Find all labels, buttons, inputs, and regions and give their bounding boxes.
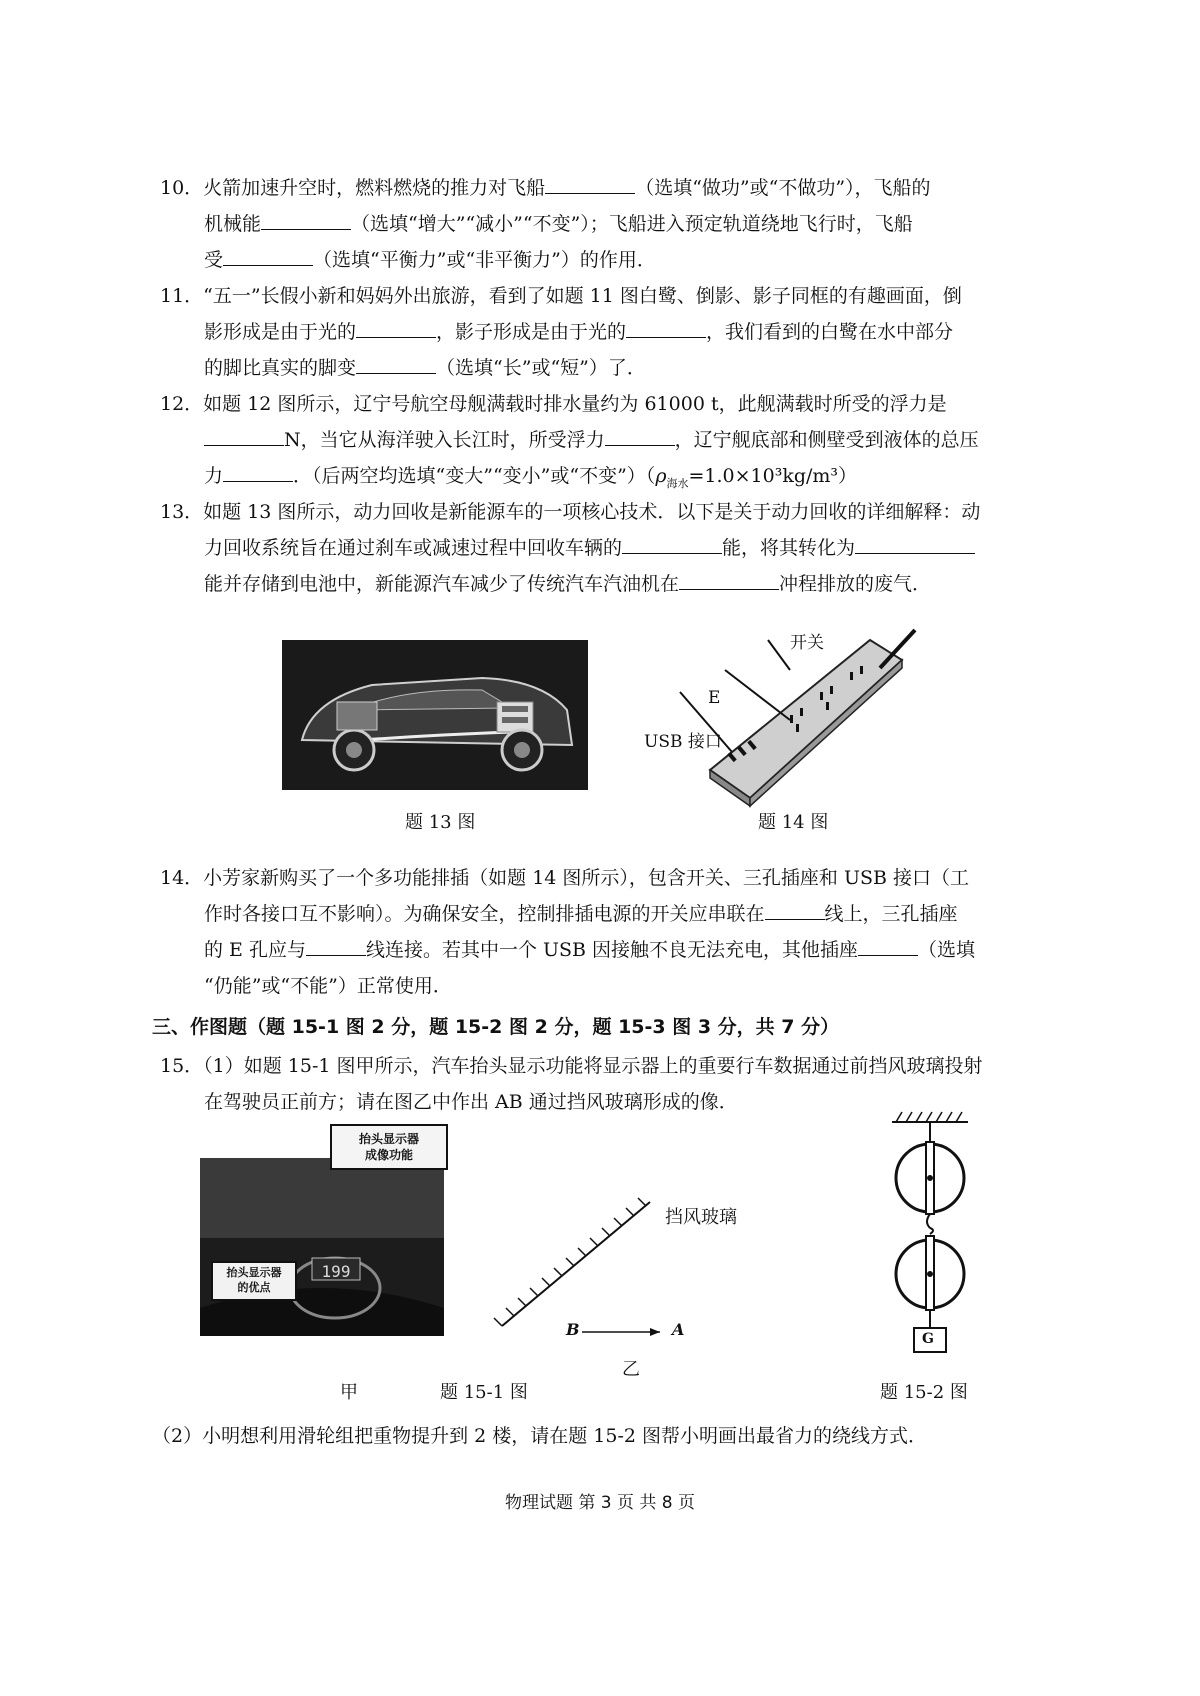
windshield-diagram [490,1190,690,1340]
figure-jia-label: 甲 [340,1382,358,1403]
figure-15-1-caption: 题 15-1 图 [440,1382,528,1403]
e-hole-label: E [708,688,721,708]
point-a-label: A [672,1320,685,1339]
usb-label: USB 接口 [644,732,722,752]
question-15-part-2: （2）小明想利用滑轮组把重物提升到 2 楼，请在题 15-2 图帮小明画出最省力的绕线方式． [152,1425,928,1447]
figure-15-1-photo [200,1158,444,1336]
answer-blank[interactable] [855,535,975,554]
answer-blank[interactable] [545,175,635,194]
figure-15-2-caption: 题 15-2 图 [880,1382,968,1403]
windshield-label: 挡风玻璃 [665,1207,737,1228]
section-3-heading: 三、作图题（题 15-1 图 2 分，题 15-2 图 2 分，题 15-3 图 3 分，共 7 分） [152,1016,840,1038]
answer-blank[interactable] [679,571,779,590]
answer-blank[interactable] [223,463,293,482]
hud-banner-bottom: 抬头显示器 的优点 [226,1266,282,1294]
question-15: 15．（1）如题 15-1 图甲所示，汽车抬头显示功能将显示器上的重要行车数据通过前挡风玻璃投射 在驾驶员正前方；请在图乙中作出 AB 通过挡风玻璃形成的像． [160,1055,983,1113]
figure-yi-label: 乙 [622,1359,640,1380]
answer-blank[interactable] [223,247,313,266]
answer-blank[interactable] [765,901,825,920]
answer-blank[interactable] [204,427,284,446]
figure-14-power-strip [640,620,920,810]
answer-blank[interactable] [356,319,436,338]
question-13: 13．如题 13 图所示，动力回收是新能源车的一项核心技术．以下是关于动力回收的详细解释：动 力回收系统旨在通过刹车或减速过程中回收车辆的 能，将其转化为 能并存储到电池中，新能源汽车减少了传统汽车汽油机在 冲程排放的废气． [160,501,981,595]
answer-blank[interactable] [306,937,366,956]
hud-speed-readout: 199 [321,1262,351,1281]
figure-13-car-photo [282,640,588,790]
e-pointer [725,670,790,720]
windshield-hatching [494,1198,646,1326]
answer-blank[interactable] [622,535,722,554]
question-14: 14．小芳家新购买了一个多功能排插（如题 14 图所示），包含开关、三孔插座和 USB 接口（工 作时各接口互不影响）。为确保安全，控制排插电源的开关应串联在 线上，三孔插座 的 E 孔应与 线连接。若其中一个 USB 因接触不良无法充电，其他插座 （选填 “仍能”或“不能”）正常使用． [160,867,976,997]
figure-13-caption: 题 13 图 [405,812,476,833]
windshield-line [502,1202,650,1326]
answer-blank[interactable] [626,319,706,338]
answer-blank[interactable] [858,937,918,956]
answer-blank[interactable] [605,427,675,446]
hud-photo [200,1158,444,1336]
weight-label: G [922,1331,934,1347]
switch-pointer [768,640,790,670]
q10-line1: 10．火箭加速升空时，燃料燃烧的推力对飞船 [160,177,546,199]
page-footer: 物理试题 第 3 页 共 8 页 [504,1493,696,1513]
answer-blank[interactable] [261,211,351,230]
switch-label: 开关 [790,633,824,653]
figure-14-caption: 题 14 图 [758,812,829,833]
point-b-label: B [566,1320,580,1339]
car-illustration [282,640,588,790]
question-11: 11．“五一”长假小新和妈妈外出旅游，看到了如题 11 图白鹭、倒影、影子同框的有趣画面，倒 影形成是由于光的 ，影子形成是由于光的 ，我们看到的白鹭在水中部分 的脚比真实的脚变 （选填“长”或“短”）了． [160,285,962,379]
answer-blank[interactable] [356,355,436,374]
question-12: 12．如题 12 图所示，辽宁号航空母舰满载时排水量约为 61000 t，此舰满载时所受的浮力是 N，当它从海洋驶入长江时，所受浮力 ，辽宁舰底部和侧壁受到液体的总压 力 ．（后两空均选填“变大”“变小”或“不变$”)(\rho_{海水}=1.0\times 10^3kg/m^3)$ [160,393,979,490]
question-10: 10．火箭加速升空时，燃料燃烧的推力对飞船 （选填“做功”或“不做功”），飞船的 机械能 （选填“增大”“减小”“不变”）；飞船进入预定轨道绕地飞行时，飞船 受 （选填“平衡力”或“非平衡力”）的作用． [160,177,931,271]
hud-banner-top: 抬头显示器 成像功能 [330,1124,448,1170]
